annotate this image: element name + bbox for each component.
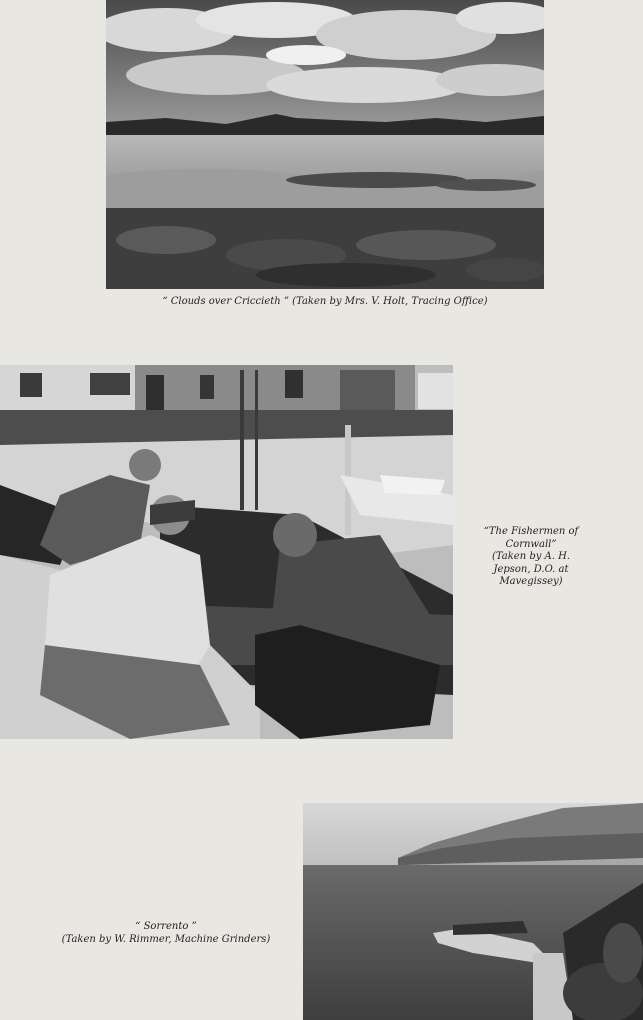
cornwall-fishermen-caption: “The Fishermen of Cornwall” (Taken by A. H. Jepson, D.O. at Mavegissey) — [483, 526, 579, 587]
sorrento-caption: “ Sorrento ” (Taken by W. Rimmer, Machine Grinders) — [61, 921, 271, 945]
criccieth-caption: “ Clouds over Criccieth ” (Taken by Mrs. V. Holt, Tracing Office) — [162, 296, 488, 307]
sorrento-photo — [303, 803, 643, 1020]
cornwall-fishermen-photo — [0, 365, 453, 739]
criccieth-photo — [106, 0, 544, 289]
